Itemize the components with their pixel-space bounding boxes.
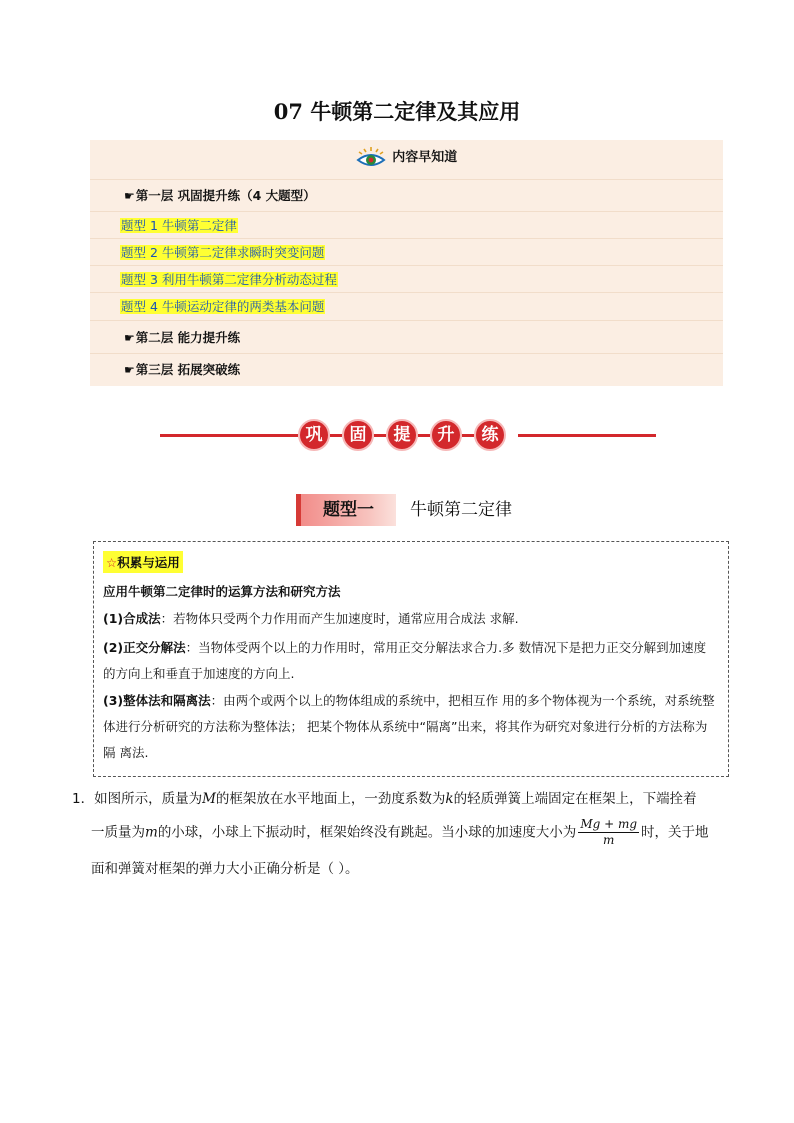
knowledge-paragraph: (2)正交分解法：当物体受两个以上的力作用时，常用正交分解法求合力.多 数情况下是把力正交分解到加速度的方向上和垂直于加速度的方向上. <box>103 640 707 681</box>
banner-char: 提 <box>386 419 418 451</box>
fraction-denominator: m <box>602 833 615 847</box>
banner-char: 练 <box>474 419 506 451</box>
banner-line-right <box>518 434 656 437</box>
pointing-hand-icon: ☛ <box>124 331 135 345</box>
question-line: 一质量为m的小球，小球上下振动时，框架始终没有跳起。当小球的加速度大小为 $\frac{Mg + mg}{m}$ 时，关于地 <box>91 817 709 847</box>
banner-line-join <box>330 434 342 437</box>
banner-char: 巩 <box>298 419 330 451</box>
banner-line-left <box>160 434 298 437</box>
section-title: 牛顿第二定律 <box>410 500 512 520</box>
knowledge-paragraph: (3)整体法和隔离法：由两个或两个以上的物体组成的系统中，把相互作 用的多个物体视为一个系统，对系统整体进行分析研究的方法称为整体法； 把某个物体从系统中“隔离”出来，将其作为研究对象进行分析的方法称为隔 离法. <box>103 693 715 760</box>
banner-line-join <box>418 434 430 437</box>
toc-item-topic-1[interactable]: 题型 1 牛顿第二定律 <box>90 212 723 239</box>
knowledge-paragraph: (1)合成法：若物体只受两个力作用而产生加速度时，通常应用合成法 求解. <box>103 611 519 626</box>
pointing-hand-icon: ☛ <box>124 189 135 203</box>
math-var: m <box>145 824 158 841</box>
question-number: 1． <box>72 791 95 807</box>
page-title: 07 牛顿第二定律及其应用 <box>273 99 521 124</box>
toc-header <box>90 140 723 180</box>
toc-item-layer-1[interactable]: ☛第一层 巩固提升练（4 大题型） <box>90 180 723 212</box>
toc-header-label: 内容早知道 <box>392 150 458 165</box>
question-line: 面和弹簧对框架的弹力大小正确分析是（ ）。 <box>91 861 359 877</box>
toc-item-layer-3[interactable]: ☛第三层 拓展突破练 <box>124 362 241 377</box>
toc-panel <box>90 140 723 386</box>
toc-item-topic-3[interactable]: 题型 3 利用牛顿第二定律分析动态过程 <box>90 266 723 293</box>
knowledge-heading: 应用牛顿第二定律时的运算方法和研究方法 <box>103 584 341 599</box>
eye-icon <box>356 147 386 169</box>
banner-char: 升 <box>430 419 462 451</box>
toc-item-layer-2[interactable]: ☛第二层 能力提升练 <box>90 321 723 354</box>
knowledge-box <box>93 541 729 777</box>
toc-item-topic-4[interactable]: 题型 4 牛顿运动定律的两类基本问题 <box>90 293 723 321</box>
question-line: 1．如图所示，质量为M的框架放在水平地面上，一劲度系数为k的轻质弹簧上端固定在框架上，下端拴着 <box>72 791 697 807</box>
banner-line-join <box>374 434 386 437</box>
banner-char: 固 <box>342 419 374 451</box>
fraction-numerator: Mg + mg <box>580 817 638 831</box>
section-banner <box>160 418 656 454</box>
banner-line-join <box>462 434 474 437</box>
knowledge-tag: ☆积累与运用 <box>103 551 183 573</box>
star-icon: ☆ <box>106 555 118 570</box>
math-var: k <box>445 791 454 807</box>
fraction <box>578 817 639 848</box>
toc-item-topic-2[interactable]: 题型 2 牛顿第二定律求瞬时突变问题 <box>90 239 723 266</box>
pointing-hand-icon: ☛ <box>124 363 135 377</box>
math-var: M <box>202 791 216 807</box>
section-tag: 题型一 <box>296 494 396 526</box>
